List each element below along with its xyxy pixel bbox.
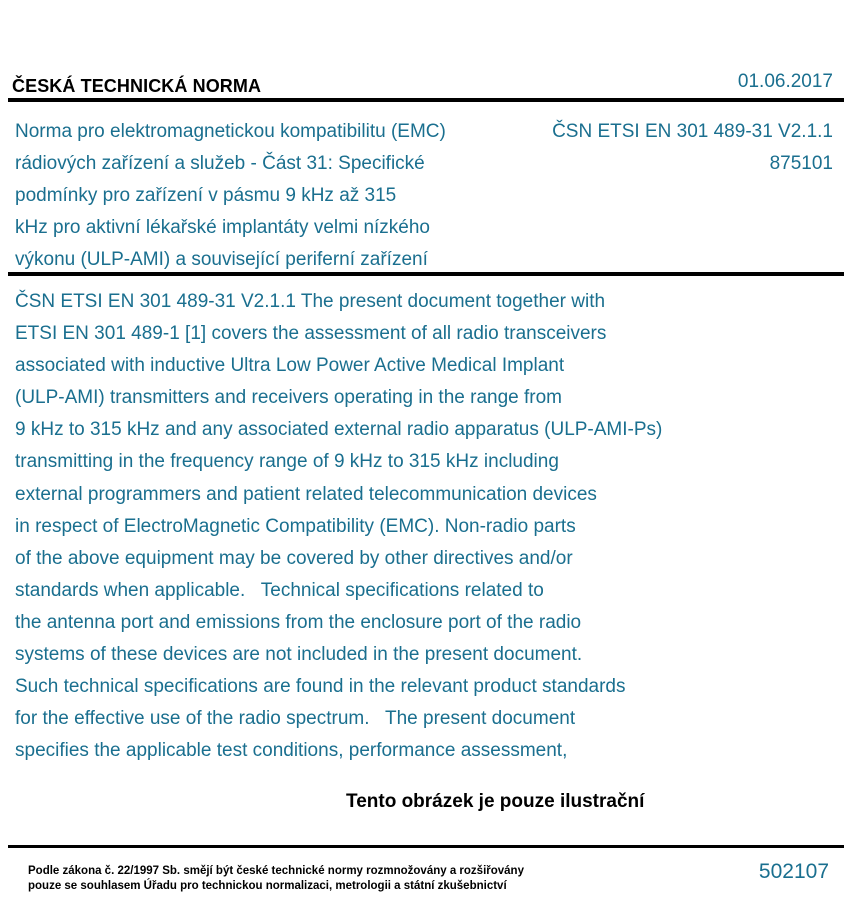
abstract-line: ČSN ETSI EN 301 489-31 V2.1.1 The present document together with — [15, 291, 606, 312]
title-line: Norma pro elektromagnetickou kompatibilitu (EMC) — [15, 121, 446, 142]
abstract-line: external programmers and patient related telecommunication devices — [15, 483, 597, 505]
abstract-line: Such technical specifications are found in the relevant product standards — [15, 676, 626, 698]
abstract-text — [15, 286, 662, 767]
abstract-line: for the effective use of the radio spectrum. The present document — [15, 708, 576, 730]
norm-type-label: ČESKÁ TECHNICKÁ NORMA — [12, 76, 262, 96]
header-divider — [8, 98, 844, 102]
illustration-note: Tento obrázek je pouze ilustrační — [346, 791, 645, 812]
abstract-line: ETSI EN 301 489-1 [1] covers the assessment of all radio transceivers — [15, 323, 607, 345]
norm-title — [15, 116, 507, 276]
abstract-line: of the above equipment may be covered by other directives and/or — [15, 547, 573, 569]
title-line: výkonu (ULP-AMI) a související periferní zařízení — [15, 249, 428, 270]
norm-code: ČSN ETSI EN 301 489-31 V2.1.1 — [552, 121, 833, 142]
publication-date: 01.06.2017 — [737, 71, 833, 92]
footer-divider — [8, 845, 844, 848]
legal-notice — [28, 864, 524, 894]
abstract-line: (ULP-AMI) transmitters and receivers operating in the range from — [15, 387, 562, 409]
abstract-line: the antenna port and emissions from the enclosure port of the radio — [15, 611, 582, 633]
class-number: 875101 — [769, 153, 833, 174]
legal-line: Podle zákona č. 22/1997 Sb. smějí být české technické normy rozmnožovány a rozšiřovány — [28, 865, 524, 877]
abstract-line: transmitting in the frequency range of 9 kHz to 315 kHz including — [15, 451, 559, 473]
title-line: rádiových zařízení a služeb - Část 31: Specifické — [15, 153, 425, 174]
abstract-line: in respect of ElectroMagnetic Compatibility (EMC). Non-radio parts — [15, 515, 576, 537]
title-divider — [8, 272, 844, 276]
abstract-line: systems of these devices are not included in the present document. — [15, 644, 583, 666]
abstract-line: 9 kHz to 315 kHz and any associated external radio apparatus (ULP-AMI-Ps) — [15, 419, 663, 441]
legal-line: pouze se souhlasem Úřadu pro technickou normalizaci, metrologii a státní zkušebnictví — [28, 880, 507, 892]
abstract-line: specifies the applicable test conditions, performance assessment, — [15, 740, 568, 762]
abstract-line: standards when applicable. Technical specifications related to — [15, 579, 544, 601]
norm-designation — [552, 116, 833, 180]
title-line: kHz pro aktivní lékařské implantáty velmi nízkého — [15, 217, 430, 238]
title-line: podmínky pro zařízení v pásmu 9 kHz až 315 — [15, 185, 397, 206]
abstract-line: associated with inductive Ultra Low Power Active Medical Implant — [15, 355, 565, 377]
catalog-code: 502107 — [758, 860, 829, 883]
